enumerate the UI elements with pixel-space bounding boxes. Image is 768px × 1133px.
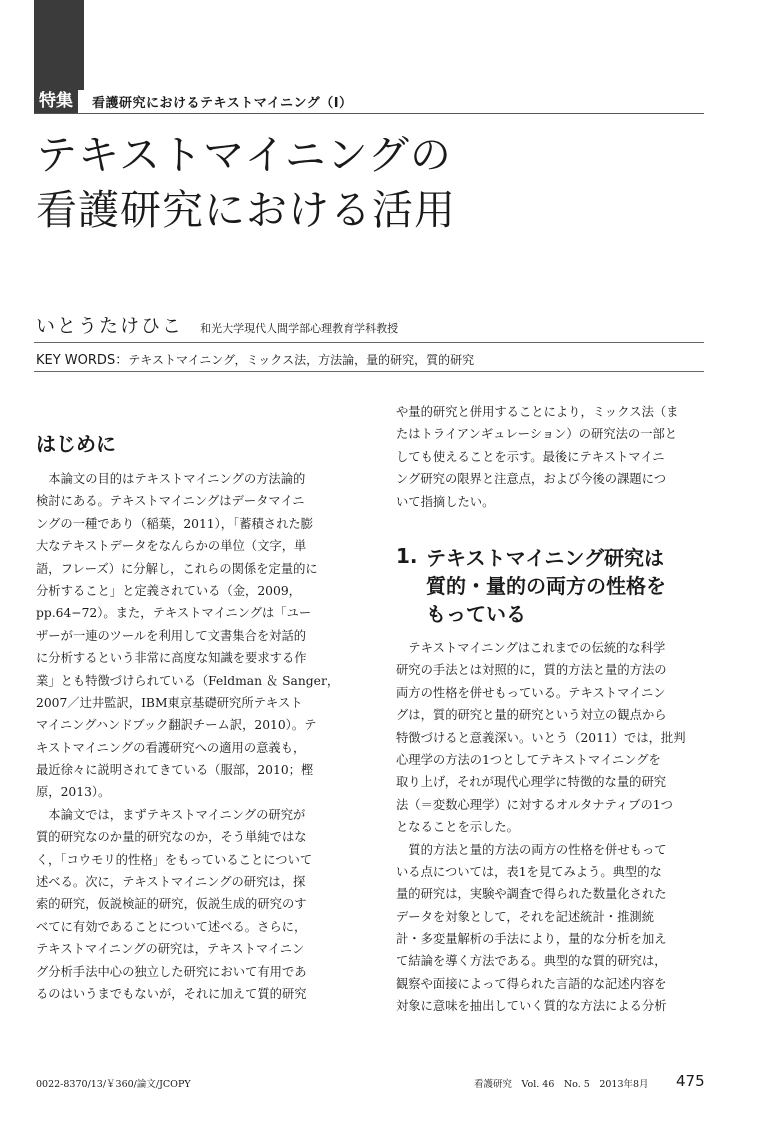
body-line: べてに有効であることについて述べる。さらに， bbox=[36, 919, 307, 934]
section-1-heading bbox=[426, 544, 666, 628]
body-line: 研究の手法とは対照的に，質的方法と量的方法の bbox=[396, 663, 667, 678]
section-1-heading-line: テキストマイニング研究は bbox=[426, 546, 664, 570]
body-line: 最近徐々に説明されてきている（服部，2010；樫 bbox=[36, 763, 314, 778]
keywords-bottom-divider bbox=[34, 371, 704, 372]
body-line: データを対象として，それを記述統計・推測統 bbox=[396, 909, 654, 924]
body-line: グは，質的研究と量的研究という対立の観点から bbox=[396, 708, 667, 723]
body-line: 計・多変量解析の手法により，量的な分析を加え bbox=[396, 932, 667, 947]
author-affiliation: 和光大学現代人間学部心理教育学科教授 bbox=[200, 322, 399, 335]
body-line: 原，2013）。 bbox=[36, 785, 111, 800]
body-line: く，「コウモリ的性格」をもっていることについて bbox=[36, 852, 313, 867]
intro-body bbox=[36, 468, 352, 1005]
section-1-heading-line: 質的・量的の両方の性格を bbox=[426, 574, 666, 598]
body-line: テキストマイニングはこれまでの伝統的な科学 bbox=[396, 641, 666, 655]
body-line: 観察や面接によって得られた言語的な記述内容を bbox=[396, 976, 667, 991]
intro-body-continued bbox=[396, 401, 706, 513]
keywords-top-divider bbox=[34, 342, 704, 343]
footer-journal-info: 看護研究 Vol. 46 No. 5 2013年8月 bbox=[474, 1079, 649, 1090]
body-line: いる点については，表1を見てみよう。典型的な bbox=[396, 864, 662, 879]
body-line: て結論を導く方法である。典型的な質的研究は， bbox=[396, 954, 667, 969]
body-line: しても使えることを示す。最後にテキストマイニ bbox=[396, 449, 665, 464]
section-1-number: 1. bbox=[396, 544, 418, 568]
keywords-label: KEY WORDS： bbox=[36, 353, 129, 368]
body-line: に分析するという非常に高度な知識を要求する作 bbox=[36, 651, 307, 666]
page-number: 475 bbox=[676, 1072, 705, 1090]
body-line: マイニングハンドブック翻訳チーム訳，2010）。テ bbox=[36, 718, 317, 733]
body-line: 分析すること」と定義されている（金，2009， bbox=[36, 583, 301, 598]
body-line: るのはいうまでもないが，それに加えて質的研究 bbox=[36, 986, 307, 1001]
body-line: 述べる。次に，テキストマイニングの研究は，探 bbox=[36, 875, 306, 890]
body-line: 質的方法と量的方法の両方の性格を併せもって bbox=[396, 842, 667, 857]
body-line: ングの一種であり（稲葉，2011），「蓄積された膨 bbox=[36, 516, 313, 531]
body-line: 本論文の目的はテキストマイニングの方法論的 bbox=[36, 472, 306, 486]
footer-copyright-code: 0022-8370/13/￥360/論文/JCOPY bbox=[36, 1079, 191, 1090]
article-title-line-2: 看護研究における活用 bbox=[36, 186, 456, 234]
body-line: 語，フレーズ）に分解し，これらの関係を定量的に bbox=[36, 561, 318, 576]
body-line: 質的研究なのか量的研究なのか，そう単純ではな bbox=[36, 830, 307, 845]
body-line: 対象に意味を抽出していく質的な方法による分析 bbox=[396, 999, 667, 1014]
body-line: たはトライアンギュレーション）の研究法の一部と bbox=[396, 427, 678, 442]
body-line: 大なテキストデータをなんらかの単位（文字，単 bbox=[36, 539, 307, 554]
body-line: ング研究の限界と注意点，および今後の課題につ bbox=[396, 472, 667, 487]
body-line: 両方の性格を併せもっている。テキストマイニン bbox=[396, 685, 666, 700]
keywords-line bbox=[36, 349, 474, 368]
body-line: グ分析手法中心の独立した研究において有用であ bbox=[36, 964, 307, 979]
body-line: 本論文では，まずテキストマイニングの研究が bbox=[36, 807, 306, 822]
body-line: 心理学の方法の1つとしてテキストマイニングを bbox=[396, 752, 661, 767]
body-line: キストマイニングの看護研究への適用の意義も， bbox=[36, 740, 306, 755]
body-line: 特徴づけると意義深い。いとう（2011）では，批判 bbox=[396, 730, 686, 745]
section-1-heading-line: もっている bbox=[426, 602, 526, 626]
body-line: 業」とも特徴づけられている（Feldman ＆ Sanger， bbox=[36, 673, 340, 688]
keywords-text: テキストマイニング，ミックス法，方法論，量的研究，質的研究 bbox=[128, 353, 475, 367]
body-line: 取り上げ，それが現代心理学に特徴的な量的研究 bbox=[396, 775, 667, 790]
header-divider bbox=[34, 113, 704, 114]
body-line: テキストマイニングの研究は，テキストマイニン bbox=[36, 942, 305, 957]
body-line: ザーが一連のツールを利用して文書集合を対話的 bbox=[36, 628, 307, 643]
article-title bbox=[36, 128, 456, 238]
intro-heading: はじめに bbox=[36, 432, 116, 456]
body-line: 量的研究は，実験や調査で得られた数量化された bbox=[396, 887, 667, 902]
article-title-line-1: テキストマイニングの bbox=[36, 131, 452, 179]
body-line: pp.64−72）。また，テキストマイニングは「ユー bbox=[36, 606, 312, 621]
body-line: や量的研究と併用することにより，ミックス法（ま bbox=[396, 405, 679, 419]
author-name: いとうたけひこ bbox=[36, 315, 184, 337]
series-title: 看護研究におけるテキストマイニング（Ⅰ） bbox=[92, 96, 353, 111]
body-line: 検討にある。テキストマイニングはデータマイニ bbox=[36, 494, 305, 509]
body-line: 2007／辻井監訳，IBM東京基礎研究所テキスト bbox=[36, 695, 303, 710]
body-line: となることを示した。 bbox=[396, 820, 519, 835]
body-line: 法（＝変数心理学）に対するオルタナティブの1つ bbox=[396, 797, 673, 812]
section-1-body bbox=[396, 637, 706, 1018]
body-line: いて指摘したい。 bbox=[396, 494, 495, 509]
body-line: 索的研究，仮説検証的研究，仮説生成的研究のす bbox=[36, 897, 307, 912]
series-tag: 特集 bbox=[34, 89, 78, 113]
corner-decoration bbox=[34, 0, 84, 90]
author-line bbox=[36, 311, 398, 338]
